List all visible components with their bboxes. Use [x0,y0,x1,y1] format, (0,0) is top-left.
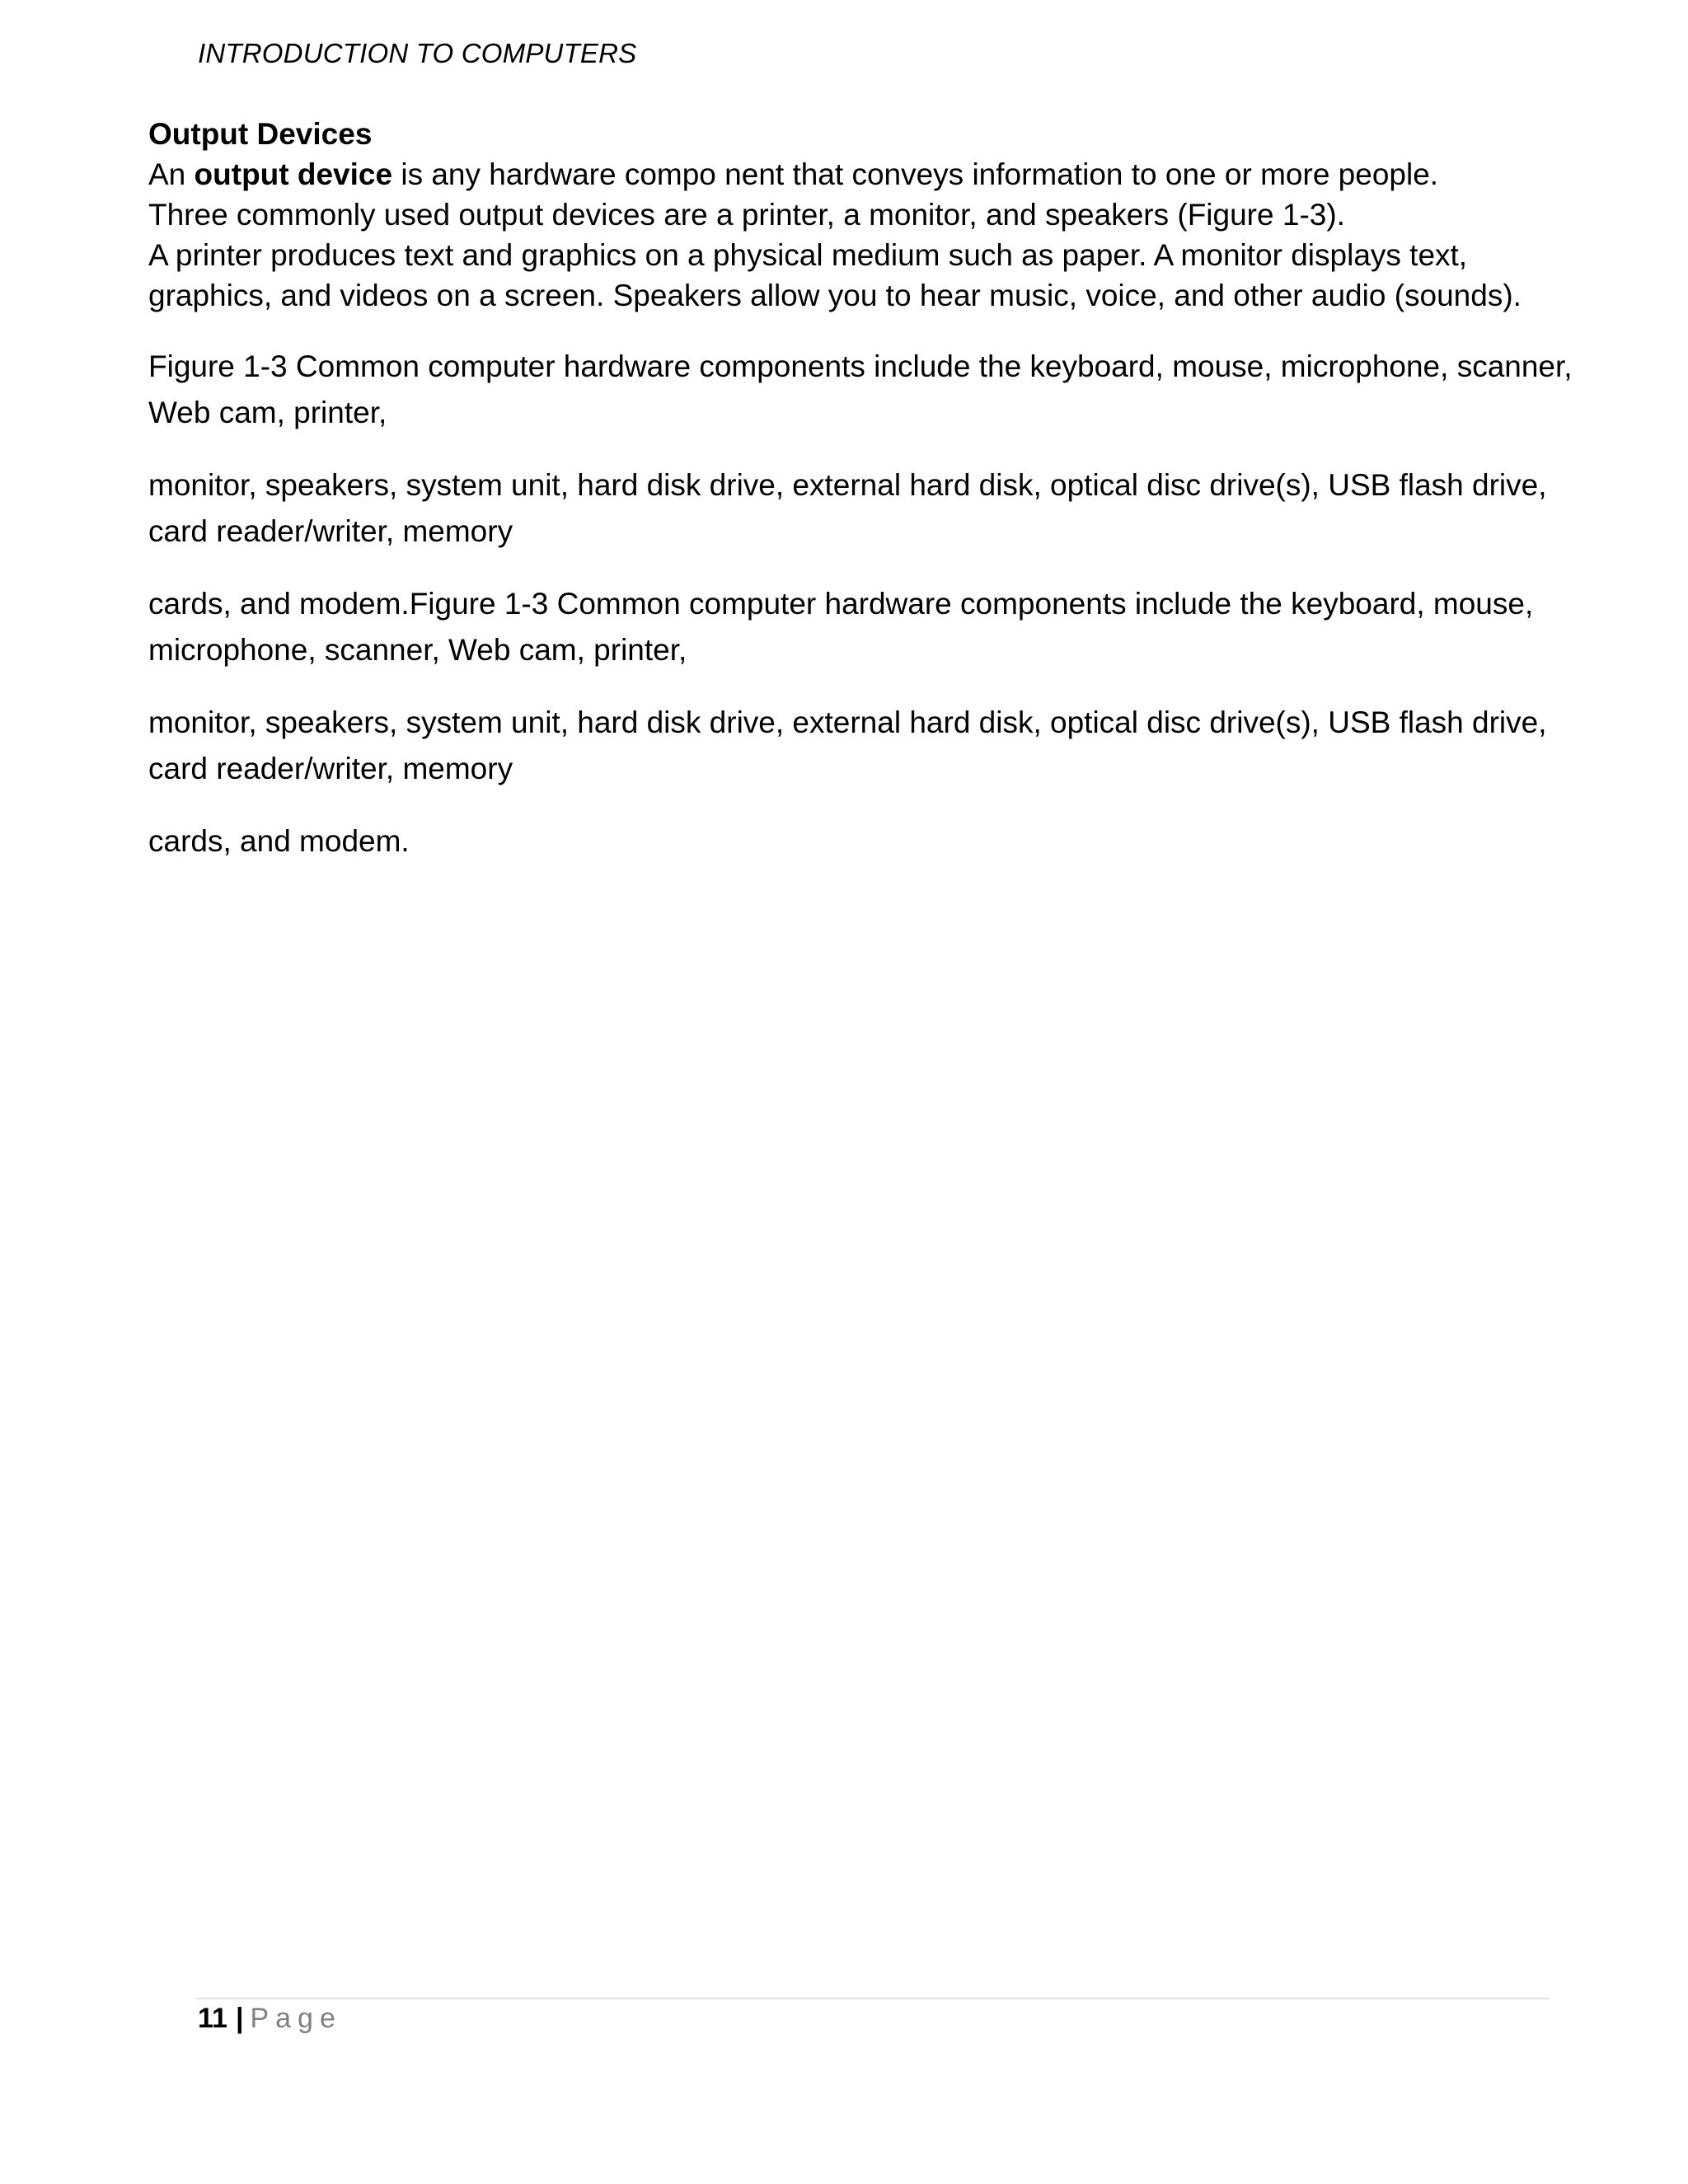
caption-line: monitor, speakers, system unit, hard disk drive, external hard disk, optical disc drive(s), USB flash drive, [148,468,1547,502]
footer-separator: | [235,2003,244,2034]
figure-caption-paragraph [148,581,1582,673]
caption-line: cards, and modem.Figure 1-3 Common computer hardware components include the keyboard, mouse, [148,587,1534,621]
definition-rest: is any hardware compo nent that conveys information to one or more people. [392,157,1439,191]
figure-caption-paragraph [148,818,1582,865]
running-header: INTRODUCTION TO COMPUTERS [198,38,637,68]
page-content [148,114,1582,865]
page-number: 11 [198,2003,227,2034]
body-line: A printer produces text and graphics on a physical medium such as paper. A monitor displays text, [148,238,1468,272]
footer-divider [196,1998,1550,1999]
caption-line: card reader/writer, memory [148,514,513,548]
body-line: Three commonly used output devices are a printer, a monitor, and speakers (Figure 1-3). [148,198,1345,232]
figure-caption-paragraph [148,462,1582,555]
caption-line: monitor, speakers, system unit, hard disk drive, external hard disk, optical disc drive(s), USB flash drive, [148,705,1547,739]
caption-line: cards, and modem. [148,824,410,858]
definition-term: output device [194,157,393,191]
definition-line [148,154,1582,194]
section-title: Output Devices [148,117,373,151]
figure-caption-paragraph [148,700,1582,792]
figure-caption-paragraph [148,344,1582,436]
caption-line: Figure 1-3 Common computer hardware components include the keyboard, mouse, microphone, scanner, [148,349,1573,383]
page-footer [198,2003,342,2035]
caption-line: microphone, scanner, Web cam, printer, [148,633,687,667]
page-label: Page [250,2003,342,2034]
definition-lead: An [148,157,195,191]
body-line: graphics, and videos on a screen. Speakers allow you to hear music, voice, and other audio (sounds). [148,279,1522,312]
caption-line: card reader/writer, memory [148,752,513,785]
caption-line: Web cam, printer, [148,396,387,429]
